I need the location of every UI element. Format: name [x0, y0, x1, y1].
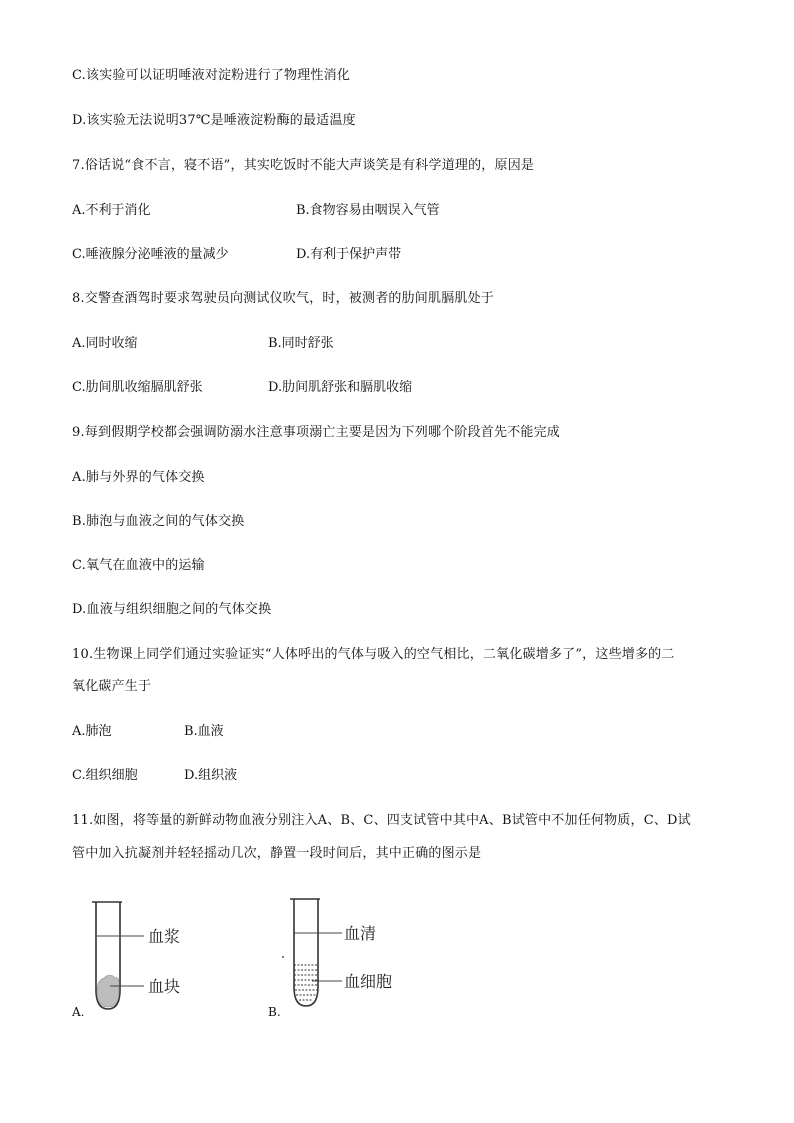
label-blood-cells: 血细胞: [344, 972, 393, 991]
question-9: 9.每到假期学校都会强调防溺水注意事项溺亡主要是因为下列哪个阶段首先不能完成: [72, 425, 561, 440]
question-7: 7.俗话说“食不言，寝不语”，其实吃饭时不能大声谈笑是有科学道理的，原因是: [72, 158, 535, 173]
q9-option-c: C.氧气在血液中的运输: [72, 558, 205, 573]
q7-option-d: D.有利于保护声带: [296, 247, 402, 262]
figure-a-letter: A.: [72, 1005, 85, 1019]
test-tube-figure-a: [88, 896, 200, 1018]
q8-option-c: C.肋间肌收缩膈肌舒张: [72, 380, 203, 395]
q10-option-a: A.肺泡: [72, 724, 112, 739]
question-10-line-2: 氧化碳产生于: [72, 679, 152, 694]
q10-option-c: C.组织细胞: [72, 768, 138, 783]
q6-option-d: D.该实验无法说明37℃是唾液淀粉酶的最适温度: [72, 113, 356, 128]
q8-option-d: D.肋间肌舒张和膈肌收缩: [268, 380, 413, 395]
label-clot: 血块: [148, 977, 181, 996]
q6-option-c: C.该实验可以证明唾液对淀粉进行了物理性消化: [72, 68, 351, 83]
q7-option-a: A.不利于消化: [72, 203, 151, 218]
q9-option-a: A.肺与外界的气体交换: [72, 470, 205, 485]
q10-option-d: D.组织液: [184, 768, 238, 783]
label-serum: 血清: [344, 924, 377, 943]
question-8: 8.交警查酒驾时要求驾驶员向测试仪吹气，时，被测者的肋间肌膈肌处于: [72, 291, 495, 306]
q7-option-c: C.唾液腺分泌唾液的量减少: [72, 247, 229, 262]
q7-option-b: B.食物容易由咽误入气管: [296, 203, 440, 218]
test-tube-figure-b: [286, 893, 416, 1015]
q10-option-b: B.血液: [184, 724, 224, 739]
stray-dot: [282, 956, 284, 958]
q9-option-d: D.血液与组织细胞之间的气体交换: [72, 602, 272, 617]
blood-clot: [97, 975, 119, 1007]
q9-option-b: B.肺泡与血液之间的气体交换: [72, 514, 245, 529]
question-10-line-1: 10.生物课上同学们通过实验证实“人体呼出的气体与吸入的空气相比，二氧化碳增多了”，这些增多的二: [72, 647, 675, 662]
label-plasma: 血浆: [148, 927, 181, 946]
blood-cells-layer: [294, 965, 318, 1000]
question-11-line-1: 11.如图，将等量的新鲜动物血液分别注入A、B、C、四支试管中其中A、B试管中不加任何物质，C、D试: [72, 813, 691, 828]
question-11-line-2: 管中加入抗凝剂并轻轻摇动几次，静置一段时间后，其中正确的图示是: [72, 846, 482, 861]
figure-b-letter: B.: [268, 1005, 281, 1019]
q8-option-b: B.同时舒张: [268, 336, 334, 351]
q8-option-a: A.同时收缩: [72, 336, 138, 351]
